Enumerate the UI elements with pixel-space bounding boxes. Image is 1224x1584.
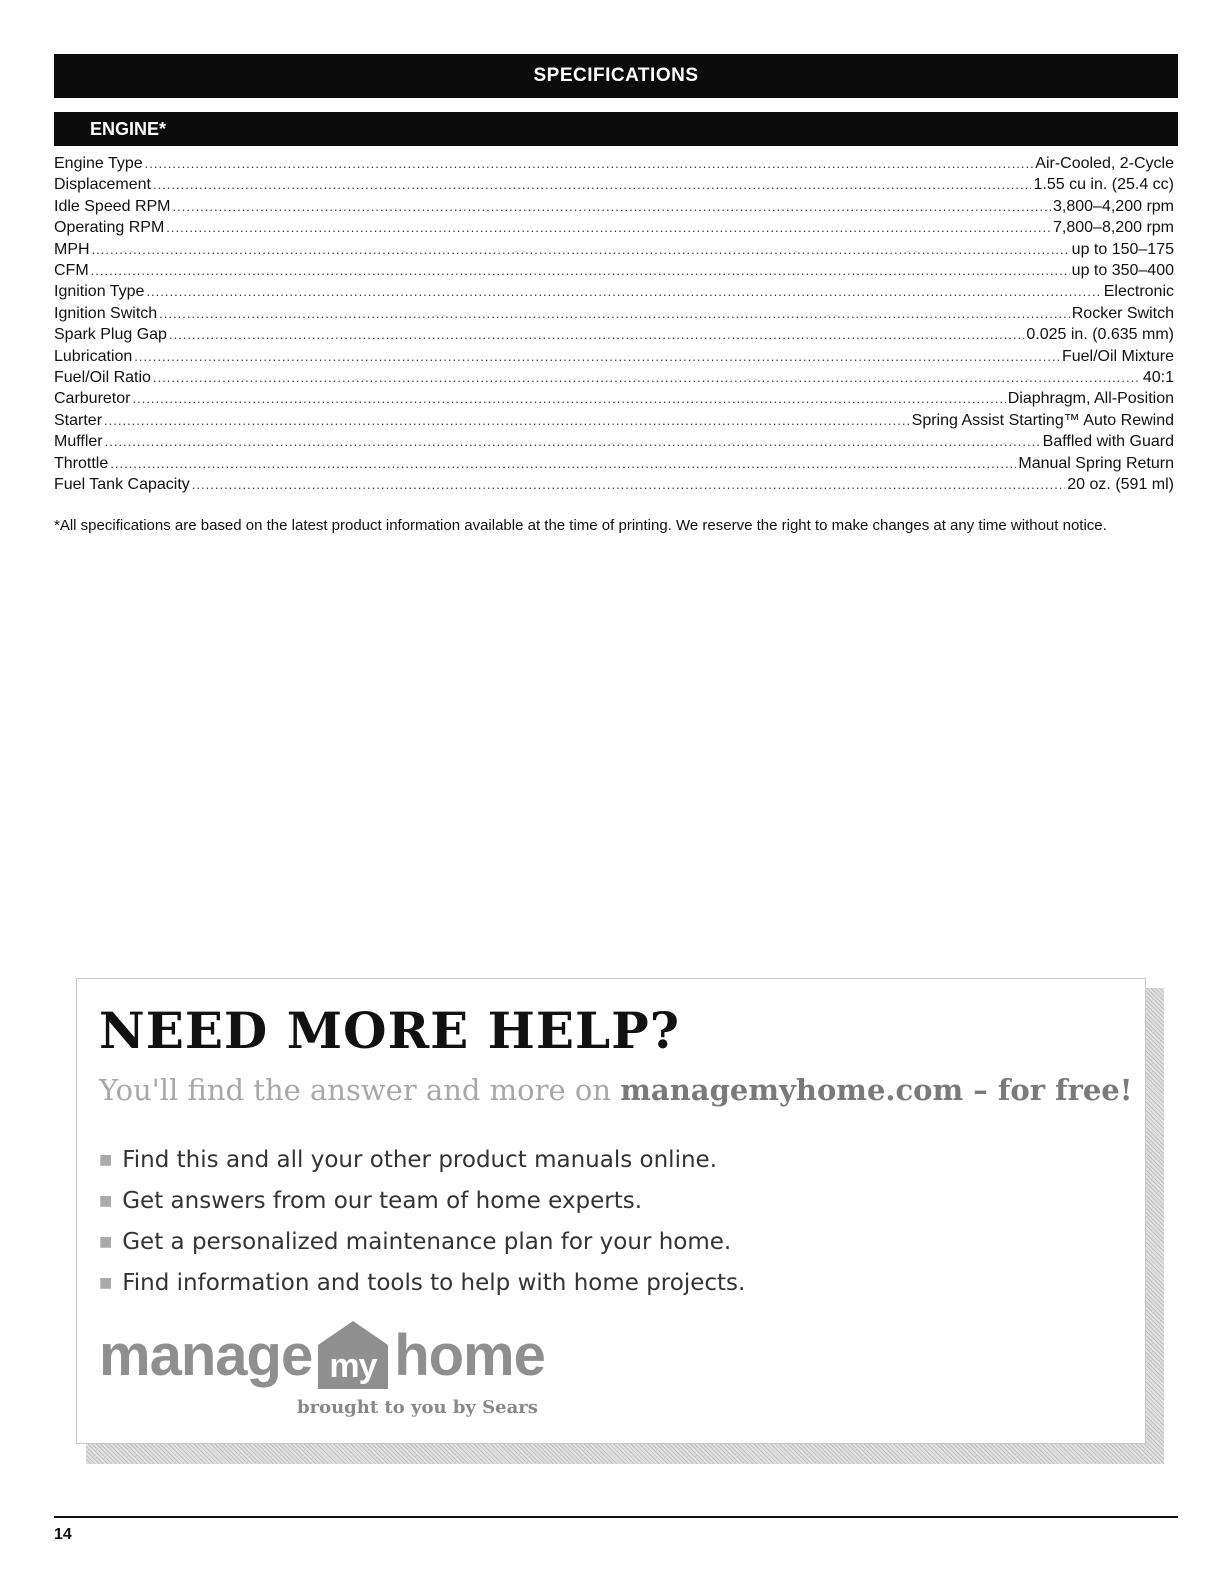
spec-value: 20 oz. (591 ml) (1067, 476, 1174, 494)
spec-row (54, 388, 1174, 409)
spec-value: 1.55 cu in. (25.4 cc) (1033, 176, 1174, 194)
spec-label: MPH (54, 240, 90, 258)
brought-to-you-by: brought to you by Sears (297, 1397, 538, 1418)
leader-dots (105, 431, 1041, 452)
spec-label: Engine Type (54, 155, 143, 172)
specifications-title: SPECIFICATIONS (533, 65, 699, 86)
house-icon (316, 1319, 390, 1391)
spec-value: 3,800–4,200 rpm (1053, 197, 1174, 215)
bullet-text: Find this and all your other product manuals online. (122, 1146, 717, 1173)
need-more-help-box (76, 978, 1146, 1444)
leader-dots (91, 260, 1070, 281)
spec-row (54, 303, 1174, 324)
spec-value: Manual Spring Return (1018, 454, 1174, 472)
spec-value: 40:1 (1142, 369, 1174, 387)
bullet-text: Find information and tools to help with home projects. (122, 1269, 746, 1296)
spec-row (54, 153, 1174, 174)
spec-label: Throttle (54, 454, 109, 472)
leader-dots (166, 217, 1051, 238)
leader-dots (92, 239, 1070, 260)
engine-section-title: ENGINE* (90, 118, 167, 139)
spec-label: CFM (54, 262, 89, 280)
spec-value: up to 150–175 (1071, 240, 1174, 258)
bullet-icon: ■ (99, 1233, 113, 1250)
specifications-header (54, 54, 1178, 98)
spec-label: Carburetor (54, 390, 131, 408)
logo-text-home: home (394, 1322, 545, 1388)
engine-section-header (54, 112, 1178, 146)
spec-value: Baffled with Guard (1042, 433, 1174, 451)
leader-dots (169, 324, 1024, 345)
logo-text-my: my (329, 1347, 377, 1385)
spec-label: Fuel Tank Capacity (54, 476, 190, 494)
spec-value: Fuel/Oil Mixture (1061, 347, 1174, 365)
spec-value: 7,800–8,200 rpm (1053, 219, 1174, 237)
managemyhome-logo (99, 1319, 545, 1391)
bullet-icon: ■ (99, 1274, 113, 1291)
footer-divider (54, 1516, 1178, 1518)
spec-row (54, 431, 1174, 452)
help-subtitle-lead: You'll find the answer and more on (99, 1073, 612, 1107)
leader-dots (159, 303, 1070, 324)
spec-label: Lubrication (54, 347, 133, 365)
spec-row (54, 346, 1174, 367)
logo-text-manage: manage (99, 1322, 313, 1388)
spec-value: Air-Cooled, 2-Cycle (1035, 155, 1174, 172)
list-item (99, 1139, 745, 1180)
spec-row (54, 367, 1174, 388)
help-title: NEED MORE HELP? (99, 1001, 681, 1060)
spec-label: Displacement (54, 176, 151, 194)
spec-value: Spring Assist Starting™ Auto Rewind (911, 411, 1174, 429)
help-bullet-list (99, 1139, 745, 1303)
help-subtitle (99, 1073, 1132, 1107)
spec-label: Spark Plug Gap (54, 326, 167, 344)
spec-value: up to 350–400 (1071, 262, 1174, 280)
bullet-icon: ■ (99, 1192, 113, 1209)
leader-dots (104, 410, 910, 431)
list-item (99, 1262, 745, 1303)
leader-dots (145, 153, 1034, 174)
leader-dots (192, 474, 1066, 495)
spec-value: 0.025 in. (0.635 mm) (1026, 326, 1174, 344)
spec-label: Starter (54, 411, 103, 429)
bullet-icon: ■ (99, 1151, 113, 1168)
spec-label: Ignition Switch (54, 304, 158, 322)
leader-dots (132, 388, 1005, 409)
spec-row (54, 196, 1174, 217)
spec-row (54, 217, 1174, 238)
leader-dots (173, 196, 1052, 217)
help-subtitle-site: managemyhome.com – for free! (620, 1073, 1133, 1107)
spec-value: Electronic (1103, 283, 1174, 301)
spec-label: Operating RPM (54, 219, 165, 237)
spec-list (54, 153, 1174, 496)
spec-label: Muffler (54, 433, 103, 451)
spec-row (54, 281, 1174, 302)
spec-value: Diaphragm, All-Position (1007, 390, 1174, 408)
spec-value: Rocker Switch (1071, 304, 1174, 322)
spec-row (54, 174, 1174, 195)
leader-dots (110, 453, 1016, 474)
leader-dots (146, 281, 1101, 302)
leader-dots (134, 346, 1060, 367)
spec-label: Fuel/Oil Ratio (54, 369, 151, 387)
spec-row (54, 324, 1174, 345)
spec-label: Idle Speed RPM (54, 197, 171, 215)
bullet-text: Get a personalized maintenance plan for your home. (122, 1228, 732, 1255)
spec-row (54, 410, 1174, 431)
list-item (99, 1221, 745, 1262)
page-number: 14 (54, 1526, 72, 1543)
list-item (99, 1180, 745, 1221)
leader-dots (153, 367, 1141, 388)
spec-row (54, 474, 1174, 495)
leader-dots (153, 174, 1032, 195)
spec-row (54, 260, 1174, 281)
spec-label: Ignition Type (54, 283, 145, 301)
spec-row (54, 239, 1174, 260)
bullet-text: Get answers from our team of home experts. (122, 1187, 643, 1214)
spec-row (54, 453, 1174, 474)
specifications-footnote: *All specifications are based on the latest product information available at the time of printing. We reserve the right to make changes at any time without notice. (54, 517, 1107, 534)
